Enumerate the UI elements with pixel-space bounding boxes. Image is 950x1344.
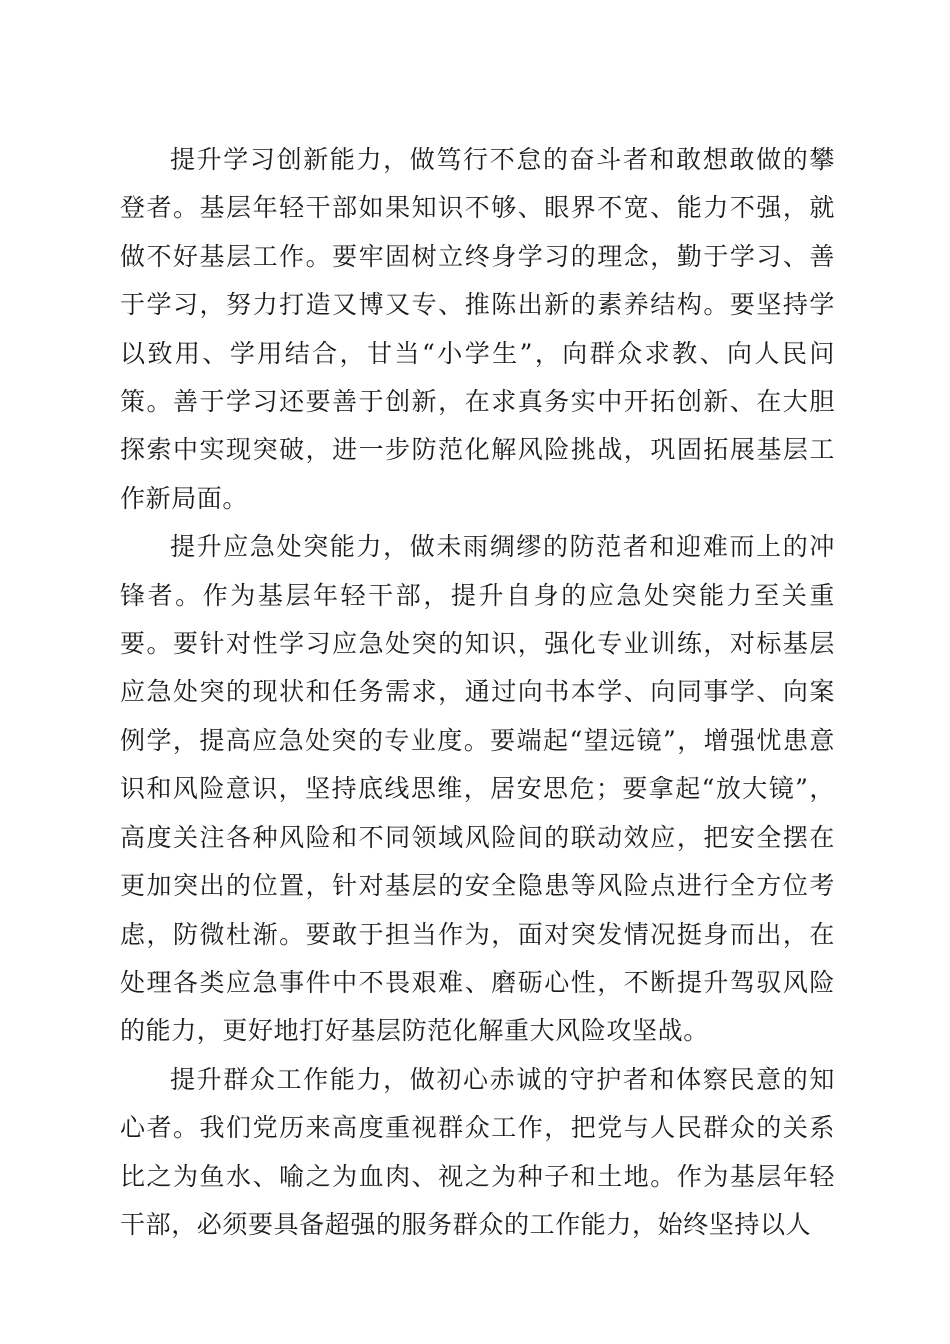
body-text (120, 136, 835, 1249)
paragraph-learning-innovation: 提升学习创新能力，做笃行不怠的奋斗者和敢想敢做的攀登者。基层年轻干部如果知识不够、眼界不宽、能力不强，就做不好基层工作。要牢固树立终身学习的理念，勤于学习、善于学习，努力打造又博又专、推陈出新的素养结构。要坚持学以致用、学用结合，甘当“小学生”，向群众求教、向人民问策。善于学习还要善于创新，在求真务实中开拓创新、在大胆探索中实现突破，进一步防范化解风险挑战，巩固拓展基层工作新局面。 (120, 145, 835, 513)
paragraph-mass-work: 提升群众工作能力，做初心赤诚的守护者和体察民意的知心者。我们党历来高度重视群众工作，把党与人民群众的关系比之为鱼水、喻之为血肉、视之为种子和土地。作为基层年轻干部，必须要具备超强的服务群众的工作能力，始终坚持以人 (120, 1064, 835, 1239)
paragraph-emergency-response: 提升应急处突能力，做未雨绸缪的防范者和迎难而上的冲锋者。作为基层年轻干部，提升自身的应急处突能力至关重要。要针对性学习应急处突的知识，强化专业训练，对标基层应急处突的现状和任务需求，通过向书本学、向同事学、向案例学，提高应急处突的专业度。要端起“望远镜”，增强忧患意识和风险意识，坚持底线思维，居安思危；要拿起“放大镜”，高度关注各种风险和不同领域风险间的联动效应，把安全摆在更加突出的位置，针对基层的安全隐患等风险点进行全方位考虑，防微杜渐。要敢于担当作为，面对突发情况挺身而出，在处理各类应急事件中不畏艰难、磨砺心性，不断提升驾驭风险的能力，更好地打好基层防范化解重大风险攻坚战。 (120, 532, 835, 1046)
